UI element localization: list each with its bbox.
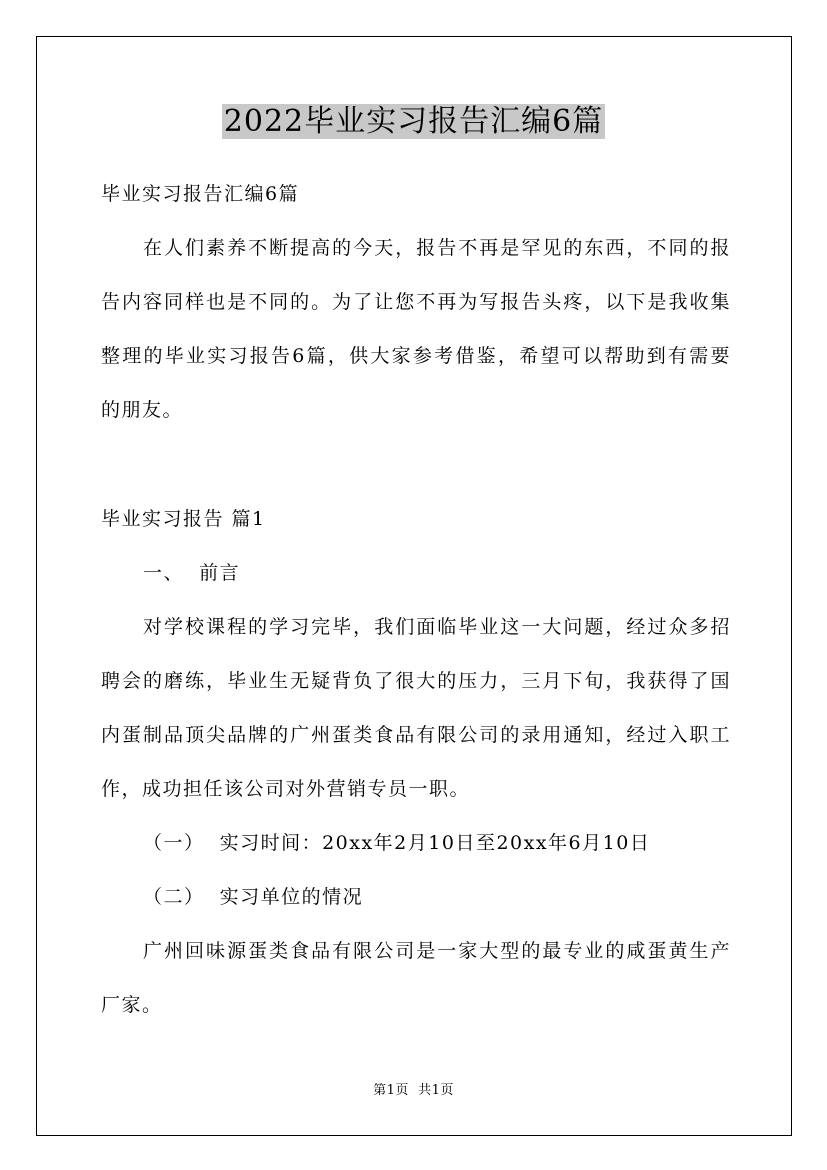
preface-heading: 一、 前言: [143, 562, 241, 584]
preface-line-2: 聘会的磨练，毕业生无疑背负了很大的压力，三月下旬，我获得了国: [101, 670, 731, 692]
intro-line-4: 的朋友。: [101, 399, 184, 421]
internship-time-item: （一） 实习时间：20xx年2月10日至20xx年6月10日: [143, 832, 651, 854]
intro-line-2: 告内容同样也是不同的。为了让您不再为写报告头疼，以下是我收集: [101, 291, 731, 313]
intro-line-1: 在人们素养不断提高的今天，报告不再是罕见的东西，不同的报: [143, 237, 731, 259]
page-number: 第1页 共1页: [373, 1083, 454, 1098]
company-line-1: 广州回味源蛋类食品有限公司是一家大型的最专业的咸蛋黄生产: [143, 940, 731, 962]
preface-line-1: 对学校课程的学习完毕，我们面临毕业这一大问题，经过众多招: [143, 616, 731, 638]
internship-unit-item: （二） 实习单位的情况: [143, 886, 364, 908]
preface-line-3: 内蛋制品顶尖品牌的广州蛋类食品有限公司的录用通知，经过入职工: [101, 724, 731, 746]
section-heading: 毕业实习报告 篇1: [101, 508, 266, 530]
intro-line-3: 整理的毕业实习报告6篇，供大家参考借鉴，希望可以帮助到有需要: [101, 345, 731, 367]
document-title: [0, 100, 827, 144]
preface-line-4: 作，成功担任该公司对外营销专员一职。: [101, 778, 471, 800]
document-title-text: 2022毕业实习报告汇编6篇: [223, 104, 604, 139]
document-subtitle: 毕业实习报告汇编6篇: [101, 183, 300, 205]
company-line-2: 厂家。: [101, 994, 163, 1016]
